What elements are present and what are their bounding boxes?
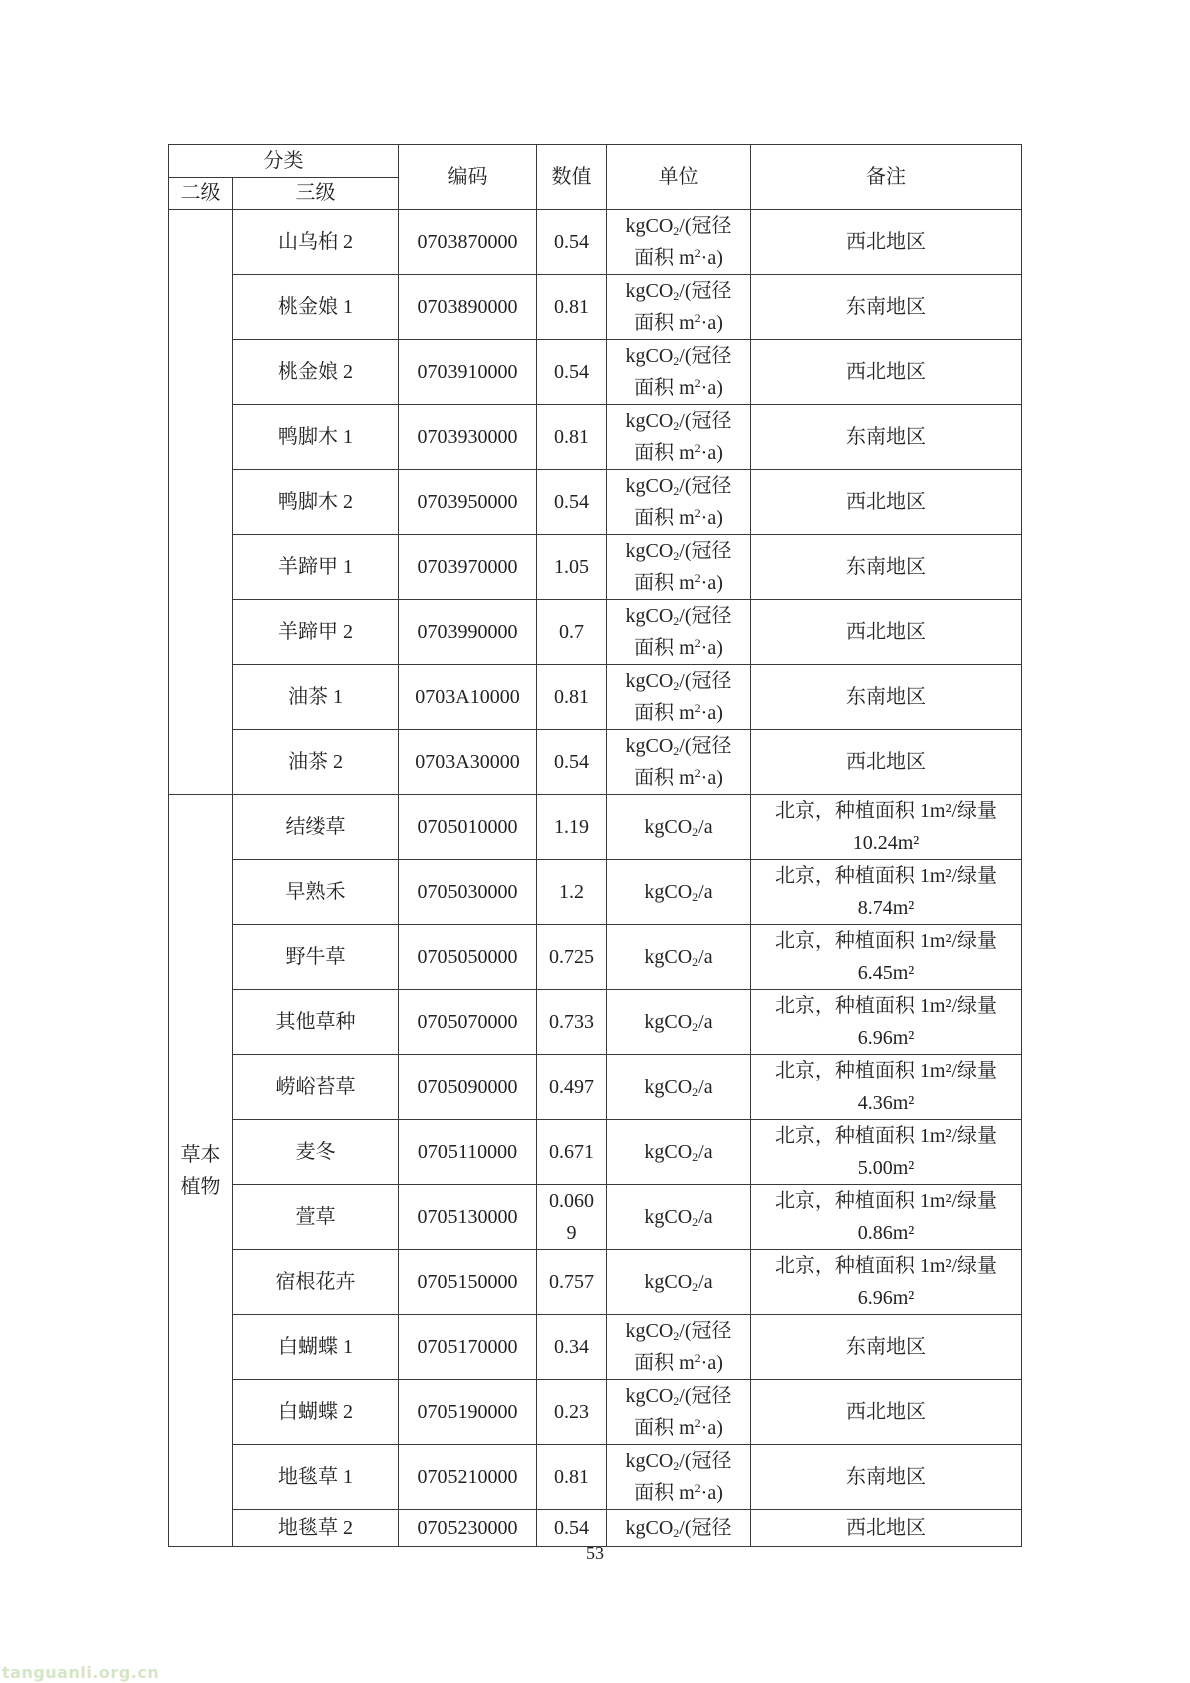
note-cell xyxy=(751,1185,1022,1250)
note-line-1: 北京，种植面积 1m²/绿量 xyxy=(774,995,998,1017)
note-line-1: 北京，种植面积 1m²/绿量 xyxy=(774,800,998,822)
note-cell: 东南地区 xyxy=(751,665,1022,730)
table-row xyxy=(169,600,1022,665)
page-number: 53 xyxy=(586,1543,604,1563)
level3-name-cell: 山乌桕 2 xyxy=(233,210,399,275)
unit-text: kgCO$_2$/a xyxy=(644,1075,713,1099)
table-row xyxy=(169,1510,1022,1547)
note-line-2: 0.86m² xyxy=(857,1222,915,1244)
note-line-1: 北京，种植面积 1m²/绿量 xyxy=(774,865,998,887)
table-row xyxy=(169,860,1022,925)
value-cell: 0.81 xyxy=(537,1445,607,1510)
unit-line-2: 面积 $m^2\cdot a$) xyxy=(634,571,723,594)
level3-name-cell: 白蝴蝶 1 xyxy=(233,1315,399,1380)
unit-line-1: kgCO$_2$/(冠径 xyxy=(625,670,732,693)
level3-name-cell: 麦冬 xyxy=(233,1120,399,1185)
note-cell xyxy=(751,925,1022,990)
note-cell: 东南地区 xyxy=(751,535,1022,600)
code-cell: 0703890000 xyxy=(399,275,537,340)
header-note: 备注 xyxy=(751,145,1022,210)
header-level3: 三级 xyxy=(233,178,399,210)
note-cell xyxy=(751,990,1022,1055)
unit-cell xyxy=(607,795,751,860)
unit-cell xyxy=(607,925,751,990)
value-cell: 0.81 xyxy=(537,275,607,340)
note-cell: 东南地区 xyxy=(751,405,1022,470)
note-cell: 西北地区 xyxy=(751,470,1022,535)
level3-name-cell: 羊蹄甲 2 xyxy=(233,600,399,665)
note-line-2: 6.96m² xyxy=(857,1027,915,1049)
level3-name-cell: 结缕草 xyxy=(233,795,399,860)
unit-line-1: kgCO$_2$/(冠径 xyxy=(625,1385,732,1408)
table-row xyxy=(169,275,1022,340)
header-category: 分类 xyxy=(169,145,399,178)
unit-line-2: 面积 $m^2\cdot a$) xyxy=(634,766,723,789)
value-cell xyxy=(537,1185,607,1250)
unit-line-2: 面积 $m^2\cdot a$) xyxy=(634,701,723,724)
value-cell: 0.671 xyxy=(537,1120,607,1185)
value-cell: 0.54 xyxy=(537,730,607,795)
table-row xyxy=(169,1120,1022,1185)
level3-name-cell: 油茶 2 xyxy=(233,730,399,795)
unit-line-1: kgCO$_2$/(冠径 xyxy=(625,280,732,303)
note-line-2: 10.24m² xyxy=(852,832,920,854)
unit-cell xyxy=(607,1510,751,1547)
table-row xyxy=(169,1380,1022,1445)
code-cell: 0703870000 xyxy=(399,210,537,275)
table-row xyxy=(169,1315,1022,1380)
level3-name-cell: 宿根花卉 xyxy=(233,1250,399,1315)
value-line-2: 9 xyxy=(566,1222,577,1244)
watermark: tanguanli.org.cn xyxy=(2,1663,160,1682)
unit-cell xyxy=(607,665,751,730)
note-cell: 西北地区 xyxy=(751,210,1022,275)
code-cell: 0703970000 xyxy=(399,535,537,600)
level3-name-cell: 地毯草 1 xyxy=(233,1445,399,1510)
note-cell xyxy=(751,1055,1022,1120)
table-row xyxy=(169,210,1022,275)
unit-line-1: kgCO$_2$/(冠径 xyxy=(625,540,732,563)
unit-text: kgCO$_2$/a xyxy=(644,1205,713,1229)
header-level2: 二级 xyxy=(169,178,233,210)
value-cell: 0.733 xyxy=(537,990,607,1055)
code-cell: 0705170000 xyxy=(399,1315,537,1380)
unit-line-1: kgCO$_2$/(冠径 xyxy=(625,215,732,238)
header-unit: 单位 xyxy=(607,145,751,210)
table-row xyxy=(169,665,1022,730)
unit-line-1: kgCO$_2$/(冠径 xyxy=(625,410,732,433)
unit-line-2: 面积 $m^2\cdot a$) xyxy=(634,1416,723,1439)
code-cell: 0705190000 xyxy=(399,1380,537,1445)
code-cell: 0703950000 xyxy=(399,470,537,535)
unit-line-2: 面积 $m^2\cdot a$) xyxy=(634,1481,723,1504)
note-line-2: 4.36m² xyxy=(857,1092,915,1114)
level3-name-cell: 早熟禾 xyxy=(233,860,399,925)
note-line-1: 北京，种植面积 1m²/绿量 xyxy=(774,1255,998,1277)
unit-line-2: 面积 $m^2\cdot a$) xyxy=(634,636,723,659)
level3-name-cell: 油茶 1 xyxy=(233,665,399,730)
code-cell: 0705150000 xyxy=(399,1250,537,1315)
value-cell: 1.19 xyxy=(537,795,607,860)
table-row xyxy=(169,535,1022,600)
level2-line-1: 草本 xyxy=(180,1143,221,1166)
note-cell: 西北地区 xyxy=(751,340,1022,405)
table-row xyxy=(169,470,1022,535)
unit-cell xyxy=(607,1185,751,1250)
note-cell xyxy=(751,1120,1022,1185)
code-cell: 0705010000 xyxy=(399,795,537,860)
value-cell: 0.81 xyxy=(537,405,607,470)
unit-text: kgCO$_2$/a xyxy=(644,1270,713,1294)
level3-name-cell: 地毯草 2 xyxy=(233,1510,399,1547)
code-cell: 0705210000 xyxy=(399,1445,537,1510)
level3-name-cell: 桃金娘 2 xyxy=(233,340,399,405)
unit-cell xyxy=(607,1055,751,1120)
value-cell: 0.54 xyxy=(537,470,607,535)
unit-cell xyxy=(607,730,751,795)
table-row xyxy=(169,1445,1022,1510)
value-cell: 0.7 xyxy=(537,600,607,665)
code-cell: 0703910000 xyxy=(399,340,537,405)
unit-line-1: kgCO$_2$/(冠径 xyxy=(625,345,732,368)
unit-line-1: kgCO$_2$/(冠径 xyxy=(625,605,732,628)
note-cell: 西北地区 xyxy=(751,1380,1022,1445)
unit-line-1: kgCO$_2$/(冠径 xyxy=(625,1517,732,1540)
level2-category-cell xyxy=(169,795,233,1547)
value-cell: 0.725 xyxy=(537,925,607,990)
unit-text: kgCO$_2$/a xyxy=(644,815,713,839)
code-cell: 0705050000 xyxy=(399,925,537,990)
unit-cell xyxy=(607,1380,751,1445)
unit-line-1: kgCO$_2$/(冠径 xyxy=(625,735,732,758)
value-cell: 1.2 xyxy=(537,860,607,925)
unit-line-2: 面积 $m^2\cdot a$) xyxy=(634,311,723,334)
value-cell: 0.23 xyxy=(537,1380,607,1445)
unit-line-1: kgCO$_2$/(冠径 xyxy=(625,1320,732,1343)
code-cell: 0703A30000 xyxy=(399,730,537,795)
unit-line-2: 面积 $m^2\cdot a$) xyxy=(634,246,723,269)
unit-text: kgCO$_2$/a xyxy=(644,1010,713,1034)
table-row xyxy=(169,405,1022,470)
note-line-1: 北京，种植面积 1m²/绿量 xyxy=(774,1125,998,1147)
unit-line-1: kgCO$_2$/(冠径 xyxy=(625,1450,732,1473)
unit-cell xyxy=(607,210,751,275)
unit-cell xyxy=(607,1250,751,1315)
code-cell: 0705030000 xyxy=(399,860,537,925)
unit-text: kgCO$_2$/a xyxy=(644,945,713,969)
header-code: 编码 xyxy=(399,145,537,210)
unit-line-2: 面积 $m^2\cdot a$) xyxy=(634,441,723,464)
value-cell: 0.34 xyxy=(537,1315,607,1380)
note-cell xyxy=(751,1250,1022,1315)
value-cell: 0.54 xyxy=(537,210,607,275)
code-cell: 0703990000 xyxy=(399,600,537,665)
note-line-2: 8.74m² xyxy=(857,897,915,919)
level3-name-cell: 鸭脚木 1 xyxy=(233,405,399,470)
unit-cell xyxy=(607,860,751,925)
header-row-1 xyxy=(169,145,1022,178)
level3-name-cell: 其他草种 xyxy=(233,990,399,1055)
unit-cell xyxy=(607,275,751,340)
note-cell: 西北地区 xyxy=(751,730,1022,795)
unit-cell xyxy=(607,1315,751,1380)
unit-cell xyxy=(607,600,751,665)
unit-cell xyxy=(607,535,751,600)
unit-text: kgCO$_2$/a xyxy=(644,1140,713,1164)
unit-cell xyxy=(607,405,751,470)
note-cell: 东南地区 xyxy=(751,275,1022,340)
level3-name-cell: 羊蹄甲 1 xyxy=(233,535,399,600)
unit-cell xyxy=(607,470,751,535)
note-cell: 西北地区 xyxy=(751,1510,1022,1547)
table-row xyxy=(169,1185,1022,1250)
header-value: 数值 xyxy=(537,145,607,210)
unit-line-2: 面积 $m^2\cdot a$) xyxy=(634,1351,723,1374)
note-cell: 东南地区 xyxy=(751,1445,1022,1510)
code-cell: 0705090000 xyxy=(399,1055,537,1120)
level3-name-cell: 鸭脚木 2 xyxy=(233,470,399,535)
code-cell: 0705110000 xyxy=(399,1120,537,1185)
unit-cell xyxy=(607,1120,751,1185)
unit-cell xyxy=(607,1445,751,1510)
unit-text: kgCO$_2$/a xyxy=(644,880,713,904)
note-line-1: 北京，种植面积 1m²/绿量 xyxy=(774,1190,998,1212)
table-row xyxy=(169,1055,1022,1120)
value-cell: 0.757 xyxy=(537,1250,607,1315)
table-row xyxy=(169,925,1022,990)
level3-name-cell: 野牛草 xyxy=(233,925,399,990)
table-row xyxy=(169,340,1022,405)
value-cell: 1.05 xyxy=(537,535,607,600)
code-cell: 0705070000 xyxy=(399,990,537,1055)
level2-category-cell xyxy=(169,210,233,795)
table-row xyxy=(169,1250,1022,1315)
note-line-1: 北京，种植面积 1m²/绿量 xyxy=(774,930,998,952)
level3-name-cell: 桃金娘 1 xyxy=(233,275,399,340)
value-cell: 0.54 xyxy=(537,340,607,405)
note-line-2: 6.96m² xyxy=(857,1287,915,1309)
level3-name-cell: 萱草 xyxy=(233,1185,399,1250)
note-line-2: 6.45m² xyxy=(857,962,915,984)
code-cell: 0703A10000 xyxy=(399,665,537,730)
table-row xyxy=(169,730,1022,795)
unit-cell xyxy=(607,340,751,405)
unit-cell xyxy=(607,990,751,1055)
note-cell: 西北地区 xyxy=(751,600,1022,665)
code-cell: 0703930000 xyxy=(399,405,537,470)
unit-line-2: 面积 $m^2\cdot a$) xyxy=(634,506,723,529)
value-cell: 0.81 xyxy=(537,665,607,730)
note-cell xyxy=(751,795,1022,860)
unit-line-1: kgCO$_2$/(冠径 xyxy=(625,475,732,498)
carbon-sink-factor-table xyxy=(168,144,1022,1547)
note-line-1: 北京，种植面积 1m²/绿量 xyxy=(774,1060,998,1082)
level3-name-cell: 崂峪苔草 xyxy=(233,1055,399,1120)
note-line-2: 5.00m² xyxy=(857,1157,915,1179)
note-cell xyxy=(751,860,1022,925)
code-cell: 0705130000 xyxy=(399,1185,537,1250)
level3-name-cell: 白蝴蝶 2 xyxy=(233,1380,399,1445)
table-row xyxy=(169,990,1022,1055)
code-cell: 0705230000 xyxy=(399,1510,537,1547)
value-cell: 0.54 xyxy=(537,1510,607,1547)
value-cell: 0.497 xyxy=(537,1055,607,1120)
note-cell: 东南地区 xyxy=(751,1315,1022,1380)
level2-line-2: 植物 xyxy=(180,1175,221,1198)
unit-line-2: 面积 $m^2\cdot a$) xyxy=(634,376,723,399)
table-row xyxy=(169,795,1022,860)
value-line-1: 0.060 xyxy=(549,1190,594,1212)
